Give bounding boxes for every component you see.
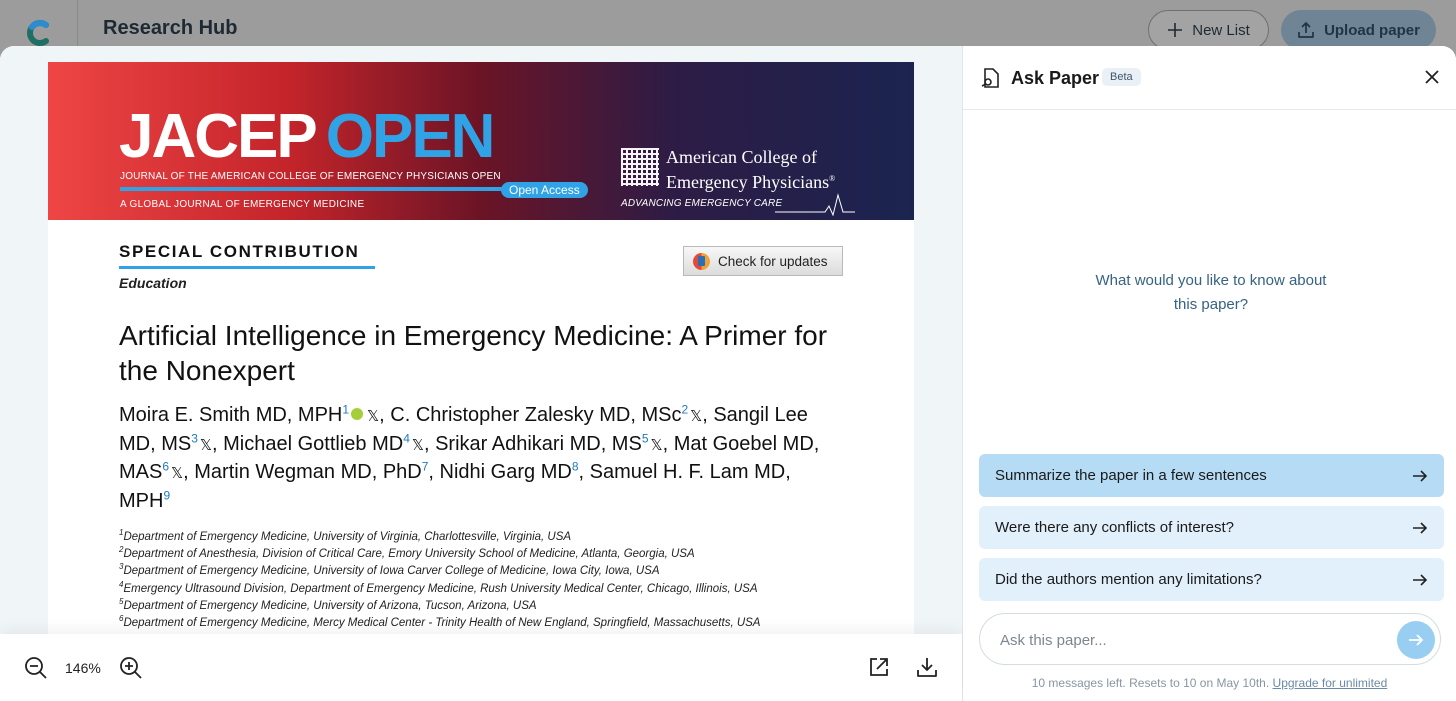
journal-tagline: A GLOBAL JOURNAL OF EMERGENCY MEDICINE <box>120 199 365 210</box>
usage-note <box>963 676 1456 690</box>
author-name: Samuel H. F. Lam MD, MPH <box>119 461 791 512</box>
viewer-toolbar <box>0 634 962 701</box>
x-social-icon[interactable]: 𝕏 <box>171 465 184 482</box>
journal-subtitle: JOURNAL OF THE AMERICAN COLLEGE OF EMERGENCY PHYSICIANS OPEN <box>120 171 501 182</box>
author-affiliation-number[interactable]: 9 <box>163 487 171 502</box>
ask-paper-panel <box>963 46 1456 701</box>
suggestion-limitations[interactable] <box>979 558 1444 601</box>
suggestion-conflicts[interactable] <box>979 506 1444 549</box>
document-search-icon <box>980 67 1002 89</box>
send-arrow-icon <box>1408 633 1424 647</box>
author-separator: , <box>379 404 391 426</box>
author-affiliation-number[interactable]: 3 <box>191 430 198 445</box>
affiliation-text: Department of Emergency Medicine, Mercy Medical Center - Trinity Health of New England, Springfield, Massachusetts, USA <box>123 617 761 630</box>
download-icon[interactable] <box>916 656 938 678</box>
suggestion-label: Summarize the paper in a few sentences <box>995 467 1267 484</box>
journal-banner <box>48 62 914 220</box>
upgrade-link[interactable]: Upgrade for unlimited <box>1272 676 1388 690</box>
author-separator: , <box>212 432 224 455</box>
author-affiliation-number[interactable]: 2 <box>681 402 689 417</box>
upload-paper-button[interactable] <box>1281 10 1436 50</box>
affiliation-text: Department of Emergency Medicine, University of Arizona, Tucson, Arizona, USA <box>123 599 537 612</box>
paper-modal <box>0 46 1456 701</box>
pdf-viewer[interactable] <box>0 46 963 701</box>
upload-icon <box>1297 21 1315 39</box>
ask-input[interactable] <box>1000 628 1380 652</box>
orcid-icon[interactable] <box>351 408 363 420</box>
banner-rule <box>120 187 502 191</box>
author-separator: , <box>578 461 590 483</box>
send-button[interactable] <box>1397 621 1435 659</box>
check-updates-button[interactable] <box>683 246 843 276</box>
affiliation-text: Department of Anesthesia, Division of Critical Care, Emory University School of Medicine, Atlanta, Georgia, USA <box>123 548 695 561</box>
author-separator: , <box>702 404 714 426</box>
x-social-icon[interactable]: 𝕏 <box>411 436 424 454</box>
beta-badge: Beta <box>1102 68 1141 86</box>
author-separator: , <box>662 432 674 455</box>
author-affiliation-number[interactable]: 5 <box>641 430 649 445</box>
author-name: Srikar Adhikari MD, MS <box>435 432 642 455</box>
x-social-icon[interactable]: 𝕏 <box>650 436 663 454</box>
registered-mark: ® <box>829 174 836 183</box>
author-name: Martin Wegman MD, PhD <box>194 461 422 483</box>
author-separator: , <box>183 461 195 483</box>
new-list-button[interactable] <box>1148 10 1269 50</box>
author-name: Mat Goebel MD, MAS <box>119 432 820 483</box>
contribution-type: SPECIAL CONTRIBUTION <box>119 242 360 261</box>
journal-name-jacep: JACEP <box>119 102 316 171</box>
zoom-out-icon[interactable] <box>24 656 48 680</box>
open-external-icon[interactable] <box>868 656 890 678</box>
author-name: Michael Gottlieb MD <box>223 432 404 455</box>
plus-icon <box>1167 22 1183 38</box>
author-affiliation-number[interactable]: 7 <box>421 459 429 474</box>
affiliation-number: 1 <box>119 528 124 538</box>
affiliation-text: Emergency Ultrasound Division, Department of Emergency Medicine, Rush University Medical Center, Chicago, Illinois, USA <box>123 582 758 595</box>
affiliation-item <box>119 563 839 580</box>
app-logo-icon[interactable] <box>24 18 54 48</box>
app-title: Research Hub <box>103 17 238 39</box>
ecg-line-icon <box>775 192 855 216</box>
paper-title: Artificial Intelligence in Emergency Medicine: A Primer for the Nonexpert <box>119 320 828 386</box>
author-separator: , <box>428 461 440 483</box>
affiliation-item <box>119 581 839 598</box>
suggestion-label: Did the authors mention any limitations? <box>995 571 1262 588</box>
crossmark-icon <box>693 253 710 270</box>
ask-panel-header <box>963 46 1456 110</box>
author-name: Sangil Lee MD, MS <box>119 404 808 455</box>
x-social-icon[interactable]: 𝕏 <box>199 436 212 454</box>
journal-logo <box>119 102 494 171</box>
acep-name-line2: Emergency Physicians <box>666 172 830 192</box>
suggestion-summarize[interactable] <box>979 454 1444 497</box>
author-name: Moira E. Smith MD, MPH <box>119 404 343 426</box>
affiliation-number: 4 <box>119 579 124 589</box>
messages-left-text: 10 messages left. Resets to 10 on May 10th. <box>1031 676 1270 690</box>
affiliation-number: 3 <box>119 562 124 572</box>
author-separator: , <box>423 432 436 455</box>
affiliation-item <box>119 529 839 546</box>
x-social-icon[interactable]: 𝕏 <box>690 408 703 425</box>
contribution-rule <box>119 266 375 269</box>
ask-input-box <box>979 613 1441 665</box>
new-list-label: New List <box>1192 21 1250 39</box>
x-social-icon[interactable]: 𝕏 <box>367 408 380 425</box>
affiliation-item <box>119 546 839 563</box>
journal-name-open: OPEN <box>325 102 494 171</box>
arrow-right-icon <box>1412 521 1428 535</box>
arrow-right-icon <box>1412 573 1428 587</box>
check-updates-label: Check for updates <box>718 253 828 269</box>
pdf-page <box>48 62 914 634</box>
affiliation-item <box>119 598 839 615</box>
affiliation-number: 2 <box>119 545 124 555</box>
topbar-divider <box>77 0 78 46</box>
acep-tagline: ADVANCING EMERGENCY CARE <box>621 198 783 209</box>
arrow-right-icon <box>1412 469 1428 483</box>
affiliation-number: 6 <box>119 614 124 624</box>
author-list <box>119 402 839 514</box>
ask-prompt: What would you like to know about this paper? <box>1095 272 1327 313</box>
author-affiliation-number[interactable]: 8 <box>571 459 579 474</box>
acep-name-line1: American College of <box>666 147 817 167</box>
close-icon[interactable] <box>1423 68 1441 86</box>
affiliation-list <box>119 529 839 632</box>
author-affiliation-number[interactable]: 1 <box>342 402 350 417</box>
author-affiliation-number[interactable]: 6 <box>162 459 170 474</box>
author-name: C. Christopher Zalesky MD, MSc <box>390 404 682 426</box>
zoom-in-icon[interactable] <box>119 656 143 680</box>
paper-section: Education <box>119 275 187 291</box>
acep-logo-icon <box>621 148 659 186</box>
author-affiliation-number[interactable]: 4 <box>403 430 410 445</box>
affiliation-text: Department of Emergency Medicine, University of Virginia, Charlottesville, Virginia, USA <box>123 531 572 543</box>
acep-name <box>666 146 906 193</box>
upload-paper-label: Upload paper <box>1324 21 1420 39</box>
zoom-level: 146% <box>65 660 101 676</box>
affiliation-item <box>119 615 839 632</box>
author-name: Nidhi Garg MD <box>439 461 572 483</box>
ask-panel-title: Ask Paper <box>1011 68 1100 88</box>
open-access-badge: Open Access <box>501 182 588 198</box>
suggestion-label: Were there any conflicts of interest? <box>995 519 1235 536</box>
affiliation-number: 5 <box>119 596 124 606</box>
affiliation-text: Department of Emergency Medicine, University of Iowa Carver College of Medicine, Iowa City, Iowa, USA <box>123 565 660 578</box>
